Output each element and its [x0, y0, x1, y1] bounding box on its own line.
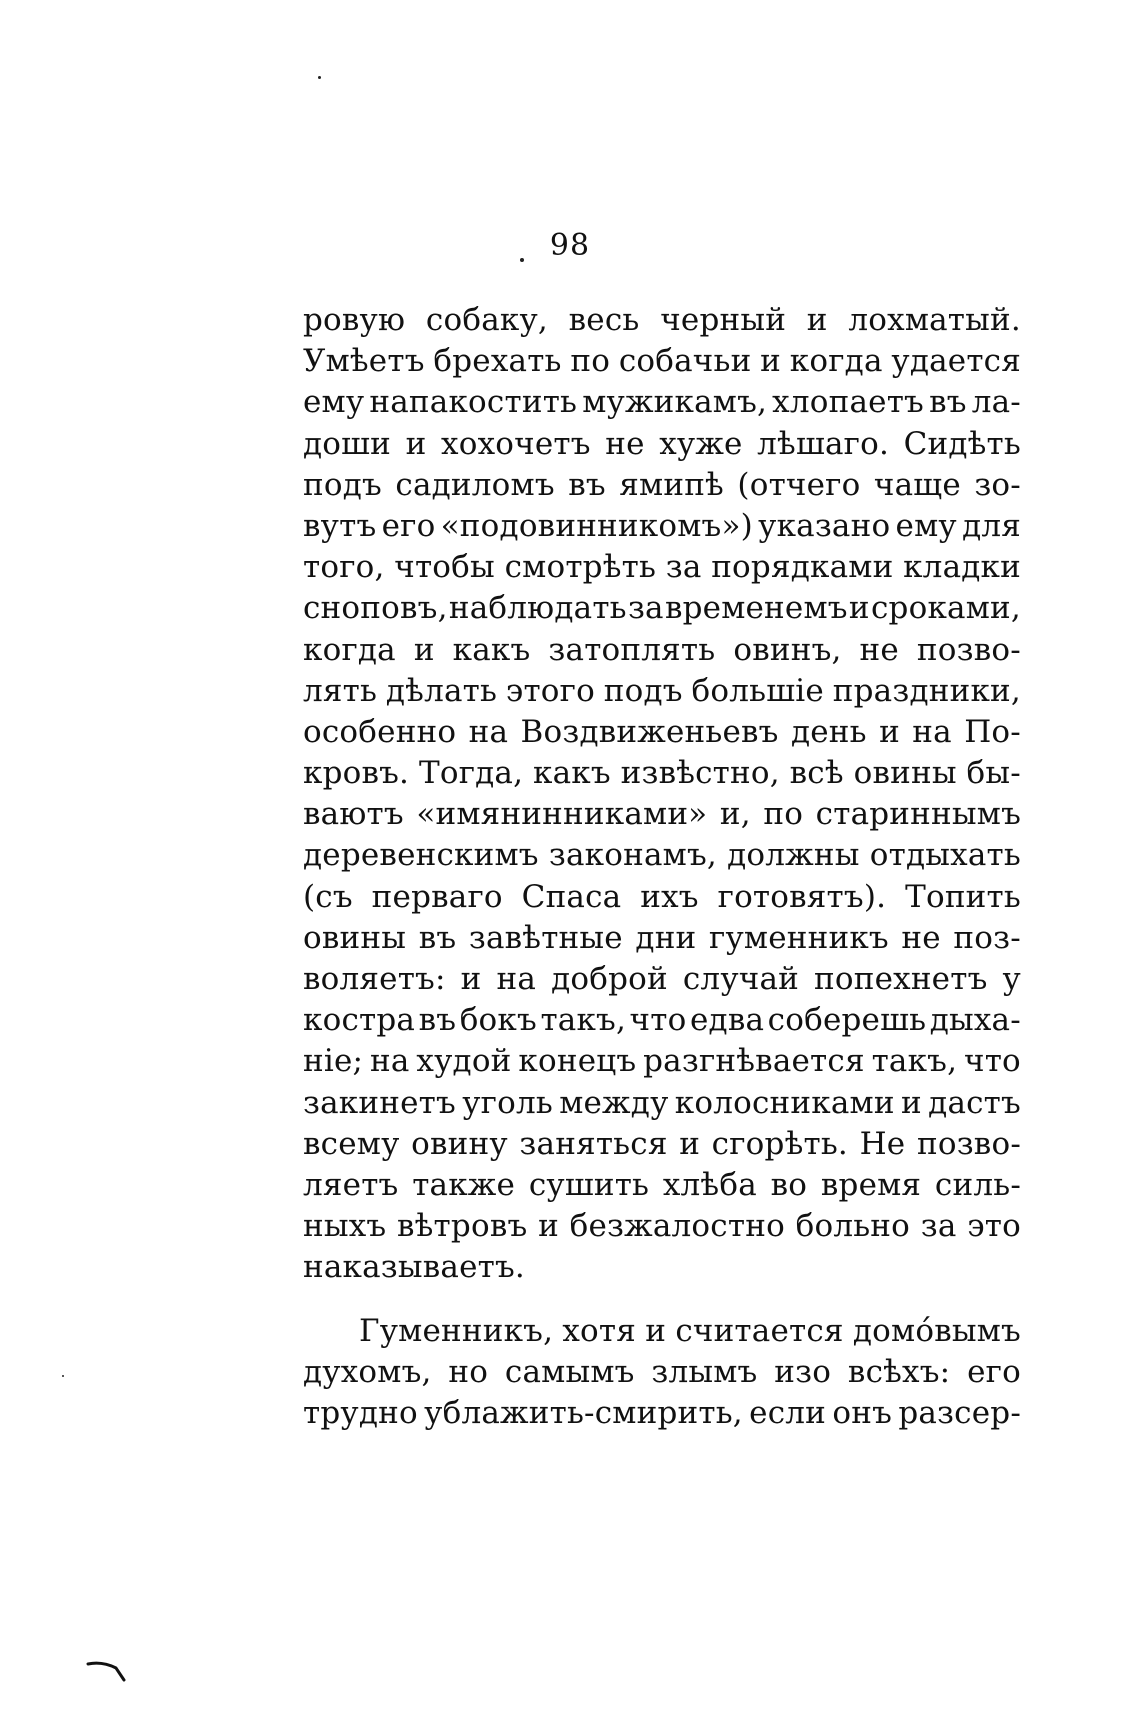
word: самымъ: [504, 1353, 635, 1390]
word: ныхъ: [303, 1208, 387, 1245]
word: и: [760, 343, 782, 380]
word: того,: [303, 549, 385, 586]
word: овину: [411, 1125, 508, 1162]
word: должны: [727, 837, 860, 874]
word: стариннымъ: [815, 796, 1021, 833]
word: за: [665, 549, 702, 586]
word: Гуменникъ,: [359, 1312, 554, 1349]
word: вѣтровъ: [397, 1208, 528, 1245]
word: хохочетъ: [441, 425, 591, 462]
word: позво-: [916, 631, 1021, 668]
text-line: [303, 918, 1021, 959]
text-line: [303, 506, 1021, 547]
word: поз-: [953, 919, 1021, 956]
text-line: [303, 1165, 1021, 1206]
word: если: [749, 1394, 827, 1431]
word: считается: [675, 1312, 844, 1349]
text-line: [303, 877, 1021, 918]
ink-speck: [62, 1375, 64, 1377]
word: въ: [418, 919, 457, 956]
word: доши: [303, 425, 392, 462]
word: (отчего: [737, 466, 861, 503]
word: чтобы: [394, 549, 495, 586]
word: сгорѣть.: [711, 1125, 848, 1162]
word: что: [964, 1043, 1021, 1080]
word: и: [460, 961, 482, 997]
word: готовятъ).: [717, 878, 887, 915]
word: хлопаетъ: [772, 384, 924, 421]
text-line: [303, 1041, 1021, 1082]
word: на: [370, 1043, 410, 1080]
word: ніе;: [303, 1043, 364, 1080]
word: Воздвиженьевъ: [520, 713, 779, 750]
word: перваго: [371, 878, 503, 915]
word: (съ: [303, 878, 353, 915]
word: Топить: [905, 878, 1021, 915]
word: всему: [303, 1125, 400, 1162]
word: когда: [789, 343, 883, 380]
word: отдыхать: [869, 837, 1021, 874]
word: безжалостно: [569, 1208, 785, 1245]
word: за: [627, 590, 664, 627]
word: и: [848, 590, 870, 627]
word: собачьи: [618, 343, 752, 380]
text-line: [303, 547, 1021, 588]
word: худой: [416, 1043, 512, 1080]
text-line: [303, 1393, 1021, 1434]
text-line: [303, 794, 1021, 835]
word: уголь: [462, 1084, 553, 1121]
word: трудно: [303, 1394, 418, 1431]
word: онъ: [832, 1394, 893, 1431]
word: собаку,: [425, 302, 548, 338]
word: едва: [689, 1002, 765, 1039]
word: всѣхъ:: [847, 1353, 951, 1390]
text-line: [303, 341, 1021, 382]
text-line: [303, 959, 1021, 1000]
word: закинетъ: [303, 1084, 456, 1121]
word: какъ: [533, 755, 611, 792]
word: зо-: [974, 466, 1021, 503]
word: по: [570, 343, 611, 380]
word: во: [770, 1166, 808, 1203]
text-line: [303, 671, 1021, 712]
word: случай: [682, 961, 799, 997]
word: наблюдать: [448, 590, 627, 627]
word: и: [679, 1125, 701, 1162]
word: дѣлать: [385, 672, 498, 709]
word: такъ,: [871, 1043, 958, 1080]
word: когда: [303, 631, 396, 668]
word: этого: [505, 672, 595, 709]
word: по: [763, 796, 804, 833]
word: весь: [568, 302, 640, 338]
text-line: [303, 1083, 1021, 1124]
word: ему: [303, 384, 365, 421]
word: временемъ: [664, 590, 848, 627]
word: доброй: [551, 961, 668, 997]
word: особенно: [303, 713, 457, 750]
word: удается: [891, 343, 1021, 380]
word: и: [538, 1208, 559, 1245]
word: и: [405, 425, 427, 462]
word: не: [859, 631, 899, 668]
text-line: [303, 630, 1021, 671]
word: его: [967, 1353, 1021, 1390]
text-line: [303, 1352, 1021, 1393]
word: на: [468, 713, 509, 750]
word: чаще: [873, 466, 961, 503]
page-number: 98: [549, 228, 591, 263]
word: въ: [929, 384, 967, 421]
word: Спаса: [521, 878, 622, 915]
word: воляетъ:: [303, 961, 446, 997]
word: его: [381, 507, 436, 544]
word: соберешь: [767, 1002, 927, 1039]
word: завѣтные: [468, 919, 623, 956]
word: колосниками: [674, 1084, 895, 1121]
word: заняться: [519, 1125, 668, 1162]
paragraph: [303, 1311, 1021, 1435]
word: ему: [895, 507, 957, 544]
word: домóвымъ: [852, 1312, 1021, 1349]
word: Сидѣть: [903, 425, 1021, 462]
word: извѣстно,: [620, 755, 780, 792]
word: черный: [660, 302, 787, 338]
word: лѣшаго.: [757, 425, 890, 462]
word: бы-: [966, 755, 1021, 792]
word: между: [559, 1084, 669, 1121]
word: По-: [964, 713, 1021, 750]
word: на: [912, 713, 952, 750]
word: и: [901, 1084, 922, 1121]
word: костра: [303, 1002, 416, 1039]
word: не: [605, 425, 645, 462]
word: Тогда,: [418, 755, 524, 792]
word: и,: [719, 796, 751, 833]
word: кровъ.: [303, 755, 410, 792]
word: такъ,: [540, 1002, 627, 1039]
word: но: [448, 1353, 489, 1390]
word: это: [967, 1208, 1021, 1245]
word: гуменникъ: [709, 919, 889, 956]
word: ляетъ: [303, 1166, 399, 1203]
word: въ: [568, 466, 606, 503]
word: позво-: [916, 1125, 1021, 1162]
word: мужикамъ,: [582, 384, 768, 421]
word: праздники,: [832, 672, 1021, 709]
word: всѣ: [789, 755, 844, 792]
scratch-mark: [86, 1658, 136, 1698]
paragraph-gap: [303, 1289, 1021, 1311]
word: злымъ: [651, 1353, 758, 1390]
word: больно: [795, 1208, 911, 1245]
word: день: [790, 713, 867, 750]
word: хуже: [659, 425, 743, 462]
text-line: [303, 424, 1021, 465]
word: духомъ,: [303, 1353, 432, 1390]
word: разсер-: [898, 1394, 1021, 1431]
word: «подовинникомъ»): [440, 507, 753, 544]
text-line: [303, 1311, 1021, 1352]
word: для: [962, 507, 1021, 544]
text-line: [303, 835, 1021, 876]
word: лохматый.: [848, 302, 1021, 338]
word: разгнѣвается: [643, 1043, 865, 1080]
word: дыха-: [929, 1002, 1021, 1039]
word: законамъ,: [548, 837, 717, 874]
word: какъ: [452, 631, 531, 668]
word: сроками,: [870, 590, 1021, 627]
word: вутъ: [303, 507, 377, 544]
word: кладки: [903, 549, 1021, 586]
ink-speck: [318, 76, 321, 79]
word: у: [1002, 961, 1021, 997]
word: сноповъ,: [303, 590, 448, 627]
word: и: [879, 713, 900, 750]
word: и: [413, 631, 435, 668]
text-line: [303, 1206, 1021, 1247]
word: не: [901, 919, 941, 956]
word: попехнетъ: [814, 961, 988, 997]
word: что: [629, 1002, 687, 1039]
text-line: [303, 1000, 1021, 1041]
word: хлѣба: [662, 1166, 757, 1203]
body-text: [303, 300, 1021, 1434]
word: также: [412, 1166, 516, 1203]
text-line: [303, 382, 1021, 423]
text-line: [303, 1124, 1021, 1165]
word: время: [820, 1166, 922, 1203]
word: ровую: [303, 302, 406, 338]
word: Не: [859, 1125, 906, 1162]
word: овинъ,: [733, 631, 842, 668]
word: дастъ: [928, 1084, 1021, 1121]
word: смотрѣть: [504, 549, 657, 586]
word: конецъ: [518, 1043, 637, 1080]
word: изо: [774, 1353, 832, 1390]
text-line: [303, 465, 1021, 506]
text-line: наказываетъ.: [303, 1249, 525, 1286]
paragraph: [303, 300, 1021, 1289]
word: ихъ: [640, 878, 699, 915]
text-line: [303, 712, 1021, 753]
word: ублажить-смирить,: [424, 1394, 743, 1431]
text-line: [303, 300, 1021, 341]
word: на: [496, 961, 537, 997]
word: напакостить: [369, 384, 578, 421]
text-line: [303, 753, 1021, 794]
word: сушить: [528, 1166, 650, 1203]
word: указано: [758, 507, 891, 544]
word: овины: [853, 755, 957, 792]
word: ваютъ: [303, 796, 404, 833]
word: Умѣетъ: [303, 343, 425, 380]
word: ямипѣ: [619, 466, 724, 503]
word: хотя: [562, 1312, 637, 1349]
word: большіе: [691, 672, 824, 709]
word: «имянинниками»: [416, 796, 708, 833]
word: ла-: [971, 384, 1021, 421]
word: порядками: [711, 549, 894, 586]
word: и: [645, 1312, 667, 1349]
word: овины: [303, 919, 407, 956]
word: бокъ: [459, 1002, 537, 1039]
word: затоплять: [548, 631, 716, 668]
word: брехать: [433, 343, 562, 380]
word: силь-: [934, 1166, 1021, 1203]
word: дни: [635, 919, 697, 956]
word: лять: [303, 672, 378, 709]
text-line: [303, 588, 1021, 629]
word: въ: [418, 1002, 457, 1039]
word: подъ: [303, 466, 382, 503]
word: за: [920, 1208, 957, 1245]
word: садиломъ: [395, 466, 555, 503]
word: и: [806, 302, 828, 338]
word: деревенскимъ: [303, 837, 539, 874]
word: подъ: [603, 672, 683, 709]
